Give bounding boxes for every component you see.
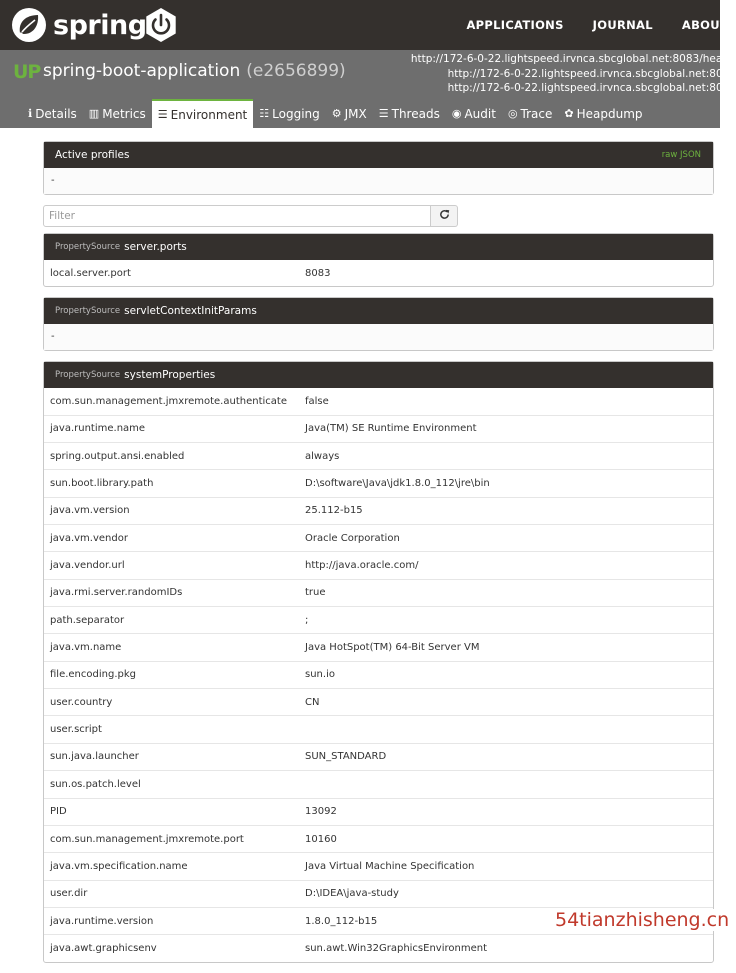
- empty-value: -: [44, 324, 713, 350]
- service-url[interactable]: http://172-6-0-22.lightspeed.irvnca.sbcglobal.net:8083: [447, 82, 736, 94]
- panel-title: Active profiles: [55, 149, 130, 161]
- properties-table: [44, 260, 713, 286]
- refresh-button[interactable]: [431, 205, 458, 227]
- tab-details[interactable]: [22, 99, 83, 128]
- property-key: java.rmi.server.randomIDs: [44, 579, 299, 606]
- property-key: local.server.port: [50, 267, 131, 279]
- watermark-text: 54tianzhisheng.cn: [552, 909, 732, 931]
- property-key: path.separator: [44, 607, 299, 634]
- property-key: spring.output.ansi.enabled: [44, 443, 299, 470]
- property-value: [299, 771, 713, 798]
- tab-label: Environment: [170, 107, 248, 122]
- table-row: [44, 661, 713, 688]
- management-url[interactable]: http://172-6-0-22.lightspeed.irvnca.sbcglobal.net:8083: [447, 67, 736, 80]
- brand-name: spring: [53, 9, 147, 41]
- property-value: Java Virtual Machine Specification: [299, 853, 713, 880]
- application-id: (e2656899): [246, 61, 346, 81]
- tab-label: Details: [35, 106, 77, 121]
- property-source-label: PropertySource: [55, 370, 121, 381]
- property-value: 25.112-b15: [299, 497, 713, 524]
- align-justify-icon: ☰: [378, 107, 389, 120]
- power-icon: [143, 7, 179, 43]
- panel-header: [44, 234, 713, 260]
- main-nav: [437, 0, 728, 50]
- property-value: D:\software\Java\jdk1.8.0_112\jre\bin: [299, 470, 713, 497]
- property-key: sun.os.patch.level: [44, 771, 299, 798]
- property-key: java.vm.vendor: [44, 525, 299, 552]
- property-key: java.vm.specification.name: [44, 853, 299, 880]
- property-key: sun.java.launcher: [44, 743, 299, 770]
- property-value: sun.io: [299, 661, 713, 688]
- active-profiles-value: -: [44, 168, 713, 194]
- property-value: false: [305, 396, 329, 408]
- table-row: [44, 634, 713, 661]
- tab-label: Threads: [391, 106, 440, 121]
- property-key: java.vm.name: [44, 634, 299, 661]
- application-title: [43, 61, 346, 81]
- nav-journal[interactable]: JOURNAL: [592, 18, 653, 32]
- table-row: [44, 260, 713, 286]
- tab-logging[interactable]: [253, 99, 325, 128]
- application-urls: [411, 52, 736, 96]
- property-value: true: [299, 579, 713, 606]
- tab-bar: [22, 99, 649, 128]
- user-circle-icon: ◉: [451, 107, 462, 120]
- property-key: java.vendor.url: [44, 552, 299, 579]
- property-value: 13092: [299, 798, 713, 825]
- property-key: com.sun.management.jmxremote.authenticate: [50, 396, 287, 408]
- property-source-name: servletContextInitParams: [124, 305, 257, 318]
- property-key: sun.boot.library.path: [44, 470, 299, 497]
- property-source-panel: [43, 361, 714, 962]
- property-key: java.vm.version: [44, 497, 299, 524]
- filter-bar: [43, 205, 714, 227]
- property-key: PID: [44, 798, 299, 825]
- property-key: java.runtime.name: [44, 415, 299, 442]
- property-key: user.dir: [44, 880, 299, 907]
- health-url[interactable]: http://172-6-0-22.lightspeed.irvnca.sbcglobal.net:8083/health: [410, 53, 736, 65]
- environment-content: [43, 141, 714, 973]
- table-row: [44, 497, 713, 524]
- table-row: [44, 415, 713, 442]
- panel-header: [44, 142, 713, 168]
- panel-header: [44, 298, 713, 324]
- application-header: [0, 50, 736, 128]
- table-row: [44, 388, 713, 415]
- sliders-icon: ☷: [259, 107, 270, 120]
- property-value: 10160: [299, 825, 713, 852]
- filter-input[interactable]: Filter: [43, 205, 431, 227]
- tab-label: JMX: [344, 106, 367, 121]
- status-badge: UP: [13, 61, 41, 83]
- tab-heapdump[interactable]: [558, 99, 648, 128]
- property-value: 8083: [305, 267, 331, 279]
- nav-applications[interactable]: APPLICATIONS: [466, 18, 564, 32]
- tab-label: Audit: [464, 106, 496, 121]
- property-source-name: systemProperties: [124, 369, 216, 382]
- property-key: user.script: [44, 716, 299, 743]
- property-value: ;: [299, 607, 713, 634]
- properties-table: [44, 388, 713, 961]
- property-value: CN: [299, 689, 713, 716]
- table-row: [44, 771, 713, 798]
- tab-label: Logging: [272, 106, 320, 121]
- tab-label: Metrics: [102, 106, 146, 121]
- property-key: com.sun.management.jmxremote.port: [44, 825, 299, 852]
- application-name: spring-boot-application: [43, 61, 241, 81]
- active-profiles-panel: [43, 141, 714, 195]
- tab-trace[interactable]: [502, 99, 558, 128]
- table-row: [44, 552, 713, 579]
- tab-label: Heapdump: [576, 106, 643, 121]
- brand[interactable]: [12, 7, 147, 43]
- tab-audit[interactable]: [446, 99, 502, 128]
- panel-header: [44, 362, 713, 388]
- table-row: [44, 607, 713, 634]
- info-icon: ℹ: [28, 107, 33, 120]
- tab-threads[interactable]: [373, 99, 446, 128]
- table-row: [44, 743, 713, 770]
- table-row: [44, 443, 713, 470]
- property-key: java.runtime.version: [44, 907, 299, 934]
- top-navbar: [0, 0, 728, 50]
- property-value: Java HotSpot(TM) 64-Bit Server VM: [299, 634, 713, 661]
- property-value: SUN_STANDARD: [299, 743, 713, 770]
- table-row: [44, 716, 713, 743]
- raw-json-link[interactable]: raw JSON: [661, 150, 701, 160]
- table-row: [44, 935, 713, 962]
- property-value: Oracle Corporation: [299, 525, 713, 552]
- refresh-icon: [439, 209, 450, 223]
- property-source-name: server.ports: [124, 241, 187, 253]
- table-row: [44, 689, 713, 716]
- property-source-label: PropertySource: [55, 306, 121, 317]
- table-row: [44, 798, 713, 825]
- spring-leaf-icon: [12, 8, 46, 42]
- property-key: java.awt.graphicsenv: [44, 935, 299, 962]
- property-key: user.country: [44, 689, 299, 716]
- property-value: 1.8.0_112-b15: [299, 907, 713, 934]
- tab-environment[interactable]: [152, 99, 254, 128]
- tab-label: Trace: [520, 106, 553, 121]
- property-source-panel: [43, 233, 714, 287]
- property-value: http://java.oracle.com/: [299, 552, 713, 579]
- cogs-icon: ⚙: [331, 107, 342, 120]
- tab-metrics[interactable]: [83, 99, 152, 128]
- table-row: [44, 880, 713, 907]
- tab-jmx[interactable]: [326, 99, 373, 128]
- list-icon: ☰: [157, 108, 168, 121]
- nav-about[interactable]: ABOUT: [681, 18, 728, 32]
- eye-icon: ◎: [507, 107, 518, 120]
- property-value: sun.awt.Win32GraphicsEnvironment: [299, 935, 713, 962]
- table-row: [44, 853, 713, 880]
- table-row: [44, 525, 713, 552]
- property-key: file.encoding.pkg: [44, 661, 299, 688]
- property-source-label: PropertySource: [55, 242, 121, 252]
- table-row: [44, 579, 713, 606]
- heapdump-icon: ✿: [564, 107, 574, 120]
- property-sources: [43, 233, 714, 963]
- property-value: [299, 716, 713, 743]
- bar-chart-icon: ▥: [88, 107, 100, 120]
- property-source-panel: [43, 297, 714, 351]
- property-value: always: [299, 443, 713, 470]
- property-value: Java(TM) SE Runtime Environment: [299, 415, 713, 442]
- table-row: [44, 825, 713, 852]
- property-value: D:\IDEA\java-study: [299, 880, 713, 907]
- table-row: [44, 470, 713, 497]
